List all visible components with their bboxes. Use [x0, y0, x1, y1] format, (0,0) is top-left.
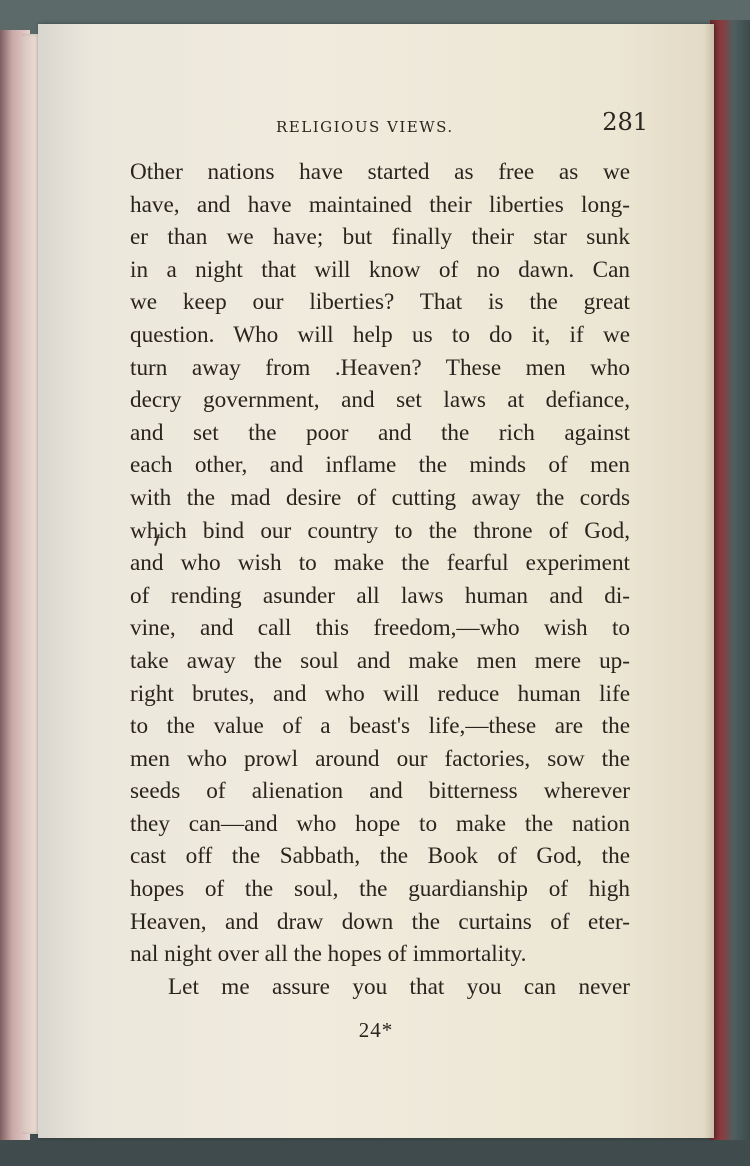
text-line-paragraph-end: nal night over all the hopes of immortality. [130, 941, 527, 968]
text-line-paragraph-start: Let me assure you that you can never [168, 973, 630, 1000]
page-header [132, 106, 652, 146]
text-line: and who wish to make the fearful experiment [130, 550, 630, 577]
text-line: question. Who will help us to do it, if we [130, 321, 630, 348]
book-page [38, 24, 714, 1138]
text-line: with the mad desire of cutting away the cords [130, 484, 630, 511]
text-line: men who prowl around our factories, sow the [130, 745, 630, 772]
book-cover-right [710, 20, 750, 1140]
text-line: seeds of alienation and bitterness wherever [130, 778, 630, 805]
text-line: decry government, and set laws at defiance, [130, 387, 630, 414]
text-line: to the value of a beast's life,—these are the [130, 713, 630, 740]
text-line: which bind our country to the throne of God, [130, 517, 630, 544]
text-line: Other nations have started as free as we [130, 159, 630, 185]
text-line: in a night that will know of no dawn. Can [130, 256, 630, 283]
running-head: RELIGIOUS VIEWS. [276, 118, 454, 136]
text-line: cast off the Sabbath, the Book of God, the [130, 843, 630, 870]
body-text [130, 156, 630, 1003]
text-line: and set the poor and the rich against [130, 419, 630, 446]
text-line: Heaven, and draw down the curtains of eter- [130, 908, 630, 935]
text-line: of rending asunder all laws human and di- [130, 582, 630, 609]
signature-mark: 24* [358, 1018, 394, 1042]
text-line: they can—and who hope to make the nation [130, 810, 630, 837]
text-line: take away the soul and make men mere up- [130, 647, 630, 674]
text-line: each other, and inflame the minds of men [130, 452, 630, 479]
page-number: 281 [602, 108, 648, 136]
text-line: have, and have maintained their liberties long- [130, 191, 630, 218]
text-line: er than we have; but finally their star sunk [130, 224, 630, 251]
text-line: we keep our liberties? That is the great [130, 289, 630, 316]
text-line: vine, and call this freedom,—who wish to [130, 615, 630, 642]
text-line: right brutes, and who will reduce human life [130, 680, 630, 707]
text-line: hopes of the soul, the guardianship of high [130, 876, 630, 903]
text-line: turn away from .Heaven? These men who [130, 354, 630, 381]
